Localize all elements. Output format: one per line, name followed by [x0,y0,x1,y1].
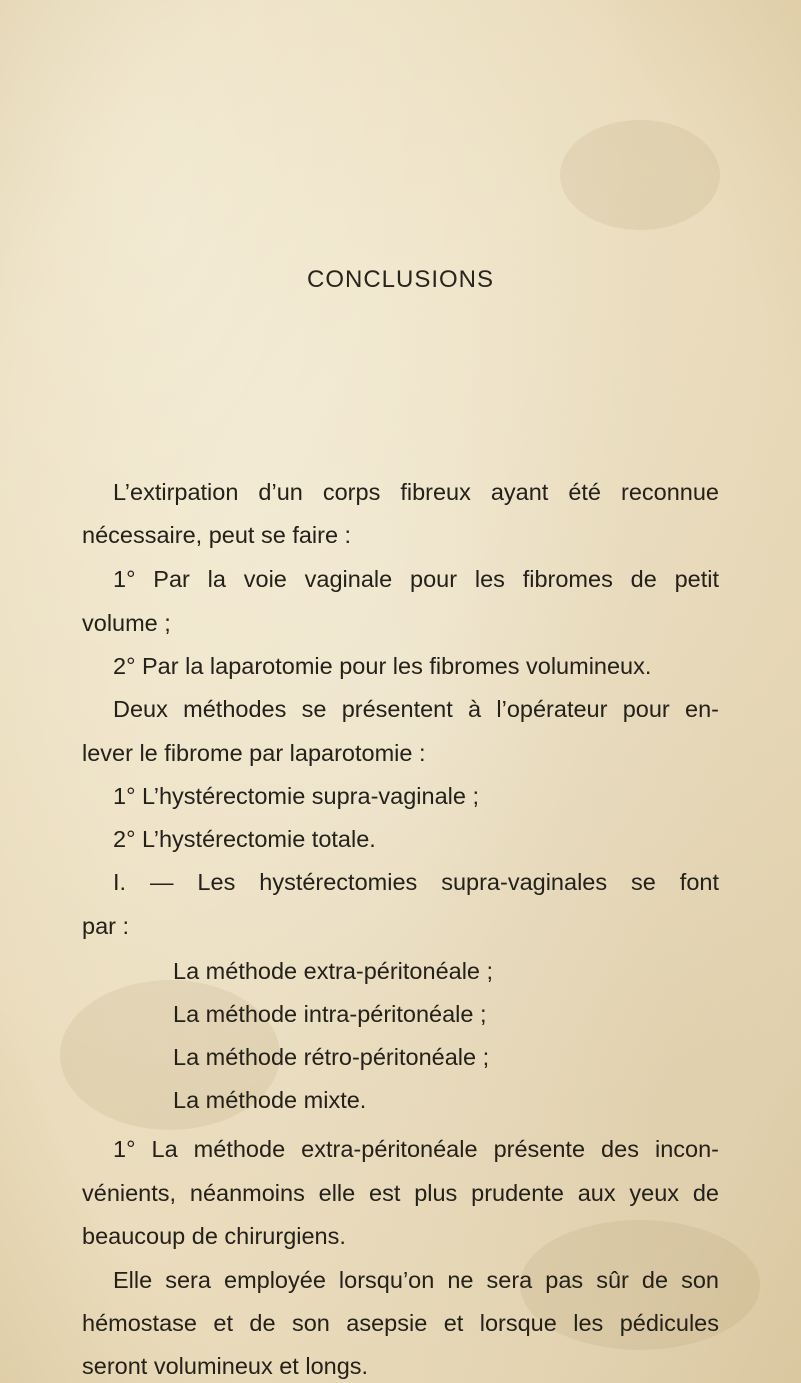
text-line: Deux méthodes se présentent à l’opérateur pour en- [113,695,719,722]
text-line: I. — Les hystérectomies supra-vaginales se font [113,868,719,895]
list-item: La méthode rétro-péritonéale ; [173,1044,490,1071]
text-line: beaucoup de chirurgiens. [82,1223,346,1250]
text-line: seront volumineux et longs. [82,1353,369,1379]
text-line: 1° L’hystérectomie supra-vaginale ; [113,782,480,809]
list-item: La méthode intra-péritonéale ; [173,1001,487,1028]
text-line: 1° La méthode extra-péritonéale présente des incon- [113,1136,719,1163]
text-line: par : [82,912,130,939]
text-line: nécessaire, peut se faire : [82,521,352,548]
text-line: hémostase et de son asepsie et lorsque les pédicules [82,1310,719,1337]
text-line: L’extirpation d’un corps fibreux ayant été reconnue [113,479,719,505]
list-item: La méthode mixte. [173,1087,367,1114]
text-line: 1° Par la voie vaginale pour les fibromes de petit [113,565,719,592]
list-item: La méthode extra-péritonéale ; [173,958,494,985]
text-line: Elle sera employée lorsqu’on ne sera pas sûr de son [113,1267,719,1294]
paper-stain [560,120,720,230]
text-line: 2° L’hystérectomie totale. [113,825,376,852]
text-line: volume ; [82,609,171,636]
page-title: CONCLUSIONS [306,266,495,293]
text-line: 2° Par la laparotomie pour les fibromes volumineux. [113,652,652,679]
text-line: vénients, néanmoins elle est plus prudente aux yeux de [82,1180,719,1207]
text-line: lever le fibrome par laparotomie : [82,739,426,766]
